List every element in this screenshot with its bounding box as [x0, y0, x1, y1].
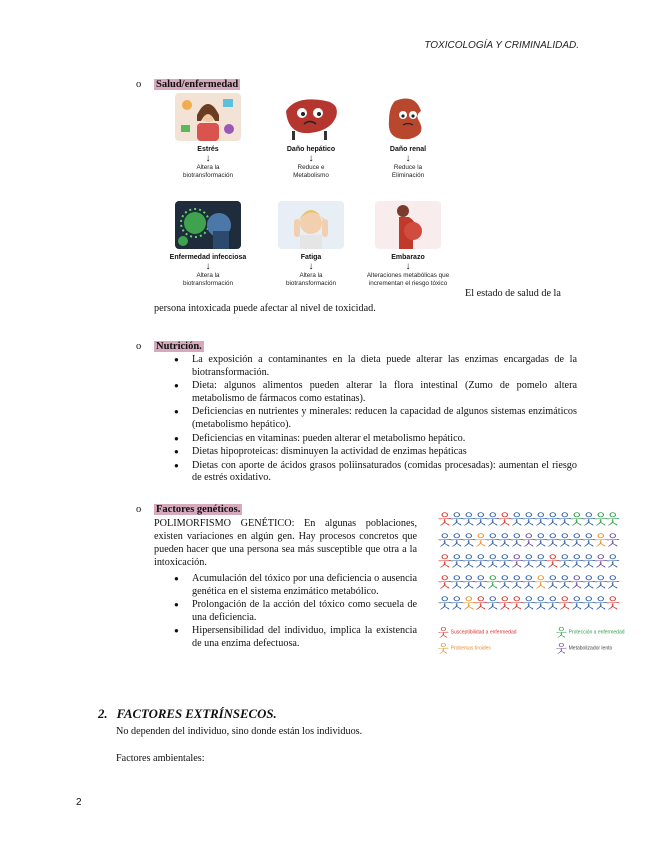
person-icon: 웃 — [594, 597, 608, 612]
person-icon: 웃 — [534, 534, 548, 549]
person-icon: 웃 — [534, 555, 548, 570]
running-header: TOXICOLOGÍA Y CRIMINALIDAD. — [424, 40, 579, 51]
person-icon: 웃 — [438, 597, 452, 612]
heading-label: Nutrición. — [156, 341, 202, 352]
person-icon: 웃 — [450, 576, 464, 591]
person-icon: 웃 — [558, 555, 572, 570]
down-arrow-icon: ↓ — [205, 261, 211, 272]
card-embarazo — [362, 201, 454, 287]
section-title: FACTORES EXTRÍNSECOS. — [116, 707, 277, 721]
person-icon: 웃 — [570, 534, 584, 549]
people-row — [438, 533, 638, 550]
section-2-line2: Factores ambientales: — [116, 753, 205, 764]
section-2-heading — [98, 707, 277, 722]
card-estres — [162, 93, 254, 179]
person-icon: 웃 — [594, 534, 608, 549]
legend-item: 웃 Susceptibilidad a enfermedad — [438, 627, 517, 639]
stress-woman-icon — [175, 93, 241, 141]
person-icon: 웃 — [522, 597, 536, 612]
card-effect: Reduce la Eliminación — [391, 164, 425, 179]
person-icon: 웃 — [606, 534, 620, 549]
people-row — [438, 512, 638, 529]
salud-text-line2: persona intoxicada puede afectar al nivel de toxicidad. — [154, 303, 376, 314]
person-icon: 웃 — [474, 534, 488, 549]
down-arrow-icon: ↓ — [205, 153, 211, 164]
person-icon: 웃 — [582, 597, 596, 612]
legend-item: 웃 Metabolizador lento — [556, 643, 613, 655]
card-caption: Daño renal — [389, 146, 427, 153]
person-icon: 웃 — [546, 513, 560, 528]
person-icon: 웃 — [438, 534, 452, 549]
polymorphism-figure — [438, 512, 638, 662]
hollow-bullet: o — [136, 341, 142, 352]
person-icon: 웃 — [438, 627, 449, 639]
fatigue-icon — [278, 201, 344, 249]
down-arrow-icon: ↓ — [405, 261, 411, 272]
list-item: ● Acumulación del tóxico por una deficiencia o ausencia genética en el sistema enzimático metabólico. — [172, 573, 417, 598]
person-icon: 웃 — [486, 555, 500, 570]
person-icon: 웃 — [546, 576, 560, 591]
person-icon: 웃 — [486, 513, 500, 528]
card-dano-renal — [362, 93, 454, 179]
person-icon: 웃 — [534, 513, 548, 528]
people-row — [438, 575, 638, 592]
person-icon: 웃 — [438, 576, 452, 591]
card-effect: Alteraciones metabólicas que incrementan el riesgo tóxico — [366, 272, 450, 287]
person-icon: 웃 — [510, 576, 524, 591]
person-icon: 웃 — [486, 597, 500, 612]
person-icon: 웃 — [522, 555, 536, 570]
person-icon: 웃 — [582, 555, 596, 570]
person-icon: 웃 — [498, 534, 512, 549]
person-icon: 웃 — [582, 534, 596, 549]
person-icon: 웃 — [462, 576, 476, 591]
card-caption: Daño hepático — [286, 146, 336, 153]
geneticos-paragraph: POLIMORFISMO GENÉTICO: En algunas poblaciones, existen variaciones en algún gen. Hay procesos concretos que pueden hacer que una persona sea más susceptible que otra a la intoxicación. — [154, 518, 417, 568]
list-item: ● Dieta: algunos alimentos pueden alterar la flora intestinal (Zumo de pomelo altera metabolismo de fármacos como estatinas). — [172, 380, 577, 405]
legend-item: 웃 Protección a enfermedad — [556, 627, 625, 639]
list-item: ● Deficiencias en nutrientes y minerales: reducen la capacidad de algunos sistemas enzimáticos (metabolismo hepático). — [172, 406, 577, 431]
person-icon: 웃 — [606, 576, 620, 591]
person-icon: 웃 — [510, 555, 524, 570]
health-infographic — [162, 93, 460, 293]
person-icon: 웃 — [606, 555, 620, 570]
person-icon: 웃 — [546, 555, 560, 570]
person-icon: 웃 — [462, 534, 476, 549]
person-icon: 웃 — [556, 627, 567, 639]
legend-item: 웃 Probemas tiroides — [438, 643, 491, 655]
heading-label: Factores genéticos. — [156, 504, 241, 515]
person-icon: 웃 — [438, 513, 452, 528]
person-icon: 웃 — [450, 597, 464, 612]
person-icon: 웃 — [594, 576, 608, 591]
person-icon: 웃 — [570, 576, 584, 591]
person-icon: 웃 — [522, 534, 536, 549]
person-icon: 웃 — [450, 513, 464, 528]
list-item: ● Dietas con aporte de ácidos grasos poliinsaturados (comidas procesadas): aumentan el riesgo de estrés oxidativo. — [172, 460, 577, 485]
nutricion-list — [172, 354, 577, 486]
card-caption: Enfermedad infecciosa — [169, 254, 247, 261]
person-icon: 웃 — [594, 555, 608, 570]
people-grid — [438, 512, 638, 613]
card-effect: Altera la biotransformación — [182, 164, 234, 179]
page-number: 2 — [76, 797, 82, 808]
person-icon: 웃 — [558, 576, 572, 591]
person-icon: 웃 — [462, 597, 476, 612]
person-icon: 웃 — [510, 534, 524, 549]
person-icon: 웃 — [546, 534, 560, 549]
person-icon: 웃 — [534, 576, 548, 591]
person-icon: 웃 — [546, 597, 560, 612]
card-caption: Fatiga — [300, 254, 322, 261]
person-icon: 웃 — [522, 576, 536, 591]
person-icon: 웃 — [606, 597, 620, 612]
list-item: ● La exposición a contaminantes en la dieta puede alterar las enzimas encargadas de la biotransformación. — [172, 354, 577, 379]
person-icon: 웃 — [522, 513, 536, 528]
section-heading-geneticos — [136, 504, 242, 515]
list-item: ● Deficiencias en vitaminas: pueden alterar el metabolismo hepático. — [172, 433, 577, 446]
virus-icon — [175, 201, 241, 249]
person-icon: 웃 — [474, 576, 488, 591]
person-icon: 웃 — [462, 513, 476, 528]
card-dano-hepatico — [265, 93, 357, 179]
down-arrow-icon: ↓ — [308, 261, 314, 272]
person-icon: 웃 — [462, 555, 476, 570]
person-icon: 웃 — [582, 576, 596, 591]
card-fatiga — [265, 201, 357, 287]
kidney-icon — [375, 93, 441, 141]
person-icon: 웃 — [450, 534, 464, 549]
person-icon: 웃 — [498, 597, 512, 612]
list-item: ● Hipersensibilidad del individuo, implica la existencia de una enzima defectuosa. — [172, 625, 417, 650]
person-icon: 웃 — [570, 555, 584, 570]
person-icon: 웃 — [486, 534, 500, 549]
person-icon: 웃 — [570, 513, 584, 528]
card-effect: Altera la biotransformación — [182, 272, 234, 287]
section-heading-nutricion — [136, 341, 204, 352]
person-icon: 웃 — [486, 576, 500, 591]
person-icon: 웃 — [556, 643, 567, 655]
section-number: 2. — [98, 707, 108, 721]
people-row — [438, 596, 638, 613]
person-icon: 웃 — [438, 555, 452, 570]
heading-label: Salud/enfermedad — [156, 79, 239, 90]
list-item: ● Dietas hipoproteicas: disminuyen la actividad de enzimas hepáticas — [172, 446, 577, 459]
person-icon: 웃 — [582, 513, 596, 528]
geneticos-list — [172, 573, 417, 652]
person-icon: 웃 — [534, 597, 548, 612]
section-2-line1: No dependen del individuo, sino donde están los individuos. — [116, 726, 363, 737]
card-enfermedad-infecciosa — [162, 201, 254, 287]
person-icon: 웃 — [558, 534, 572, 549]
person-icon: 웃 — [510, 513, 524, 528]
person-icon: 웃 — [498, 576, 512, 591]
person-icon: 웃 — [438, 643, 449, 655]
person-icon: 웃 — [570, 597, 584, 612]
person-icon: 웃 — [510, 597, 524, 612]
person-icon: 웃 — [474, 555, 488, 570]
list-item: ● Prolongación de la acción del tóxico como secuela de una deficiencia. — [172, 599, 417, 624]
card-caption: Estrés — [197, 146, 219, 153]
person-icon: 웃 — [450, 555, 464, 570]
person-icon: 웃 — [558, 513, 572, 528]
person-icon: 웃 — [498, 513, 512, 528]
people-row — [438, 554, 638, 571]
down-arrow-icon: ↓ — [405, 153, 411, 164]
person-icon: 웃 — [606, 513, 620, 528]
hollow-bullet: o — [136, 79, 142, 90]
person-icon: 웃 — [558, 597, 572, 612]
card-effect: Altera la biotransformación — [285, 272, 337, 287]
person-icon: 웃 — [498, 555, 512, 570]
down-arrow-icon: ↓ — [308, 153, 314, 164]
salud-text-right: El estado de salud de la — [465, 288, 561, 299]
card-caption: Embarazo — [391, 254, 425, 261]
liver-icon — [278, 93, 344, 141]
hollow-bullet: o — [136, 504, 142, 515]
pregnancy-icon — [375, 201, 441, 249]
person-icon: 웃 — [594, 513, 608, 528]
card-effect: Reduce e Metabolismo — [293, 164, 329, 179]
person-icon: 웃 — [474, 513, 488, 528]
person-icon: 웃 — [474, 597, 488, 612]
section-heading-salud — [136, 79, 240, 90]
